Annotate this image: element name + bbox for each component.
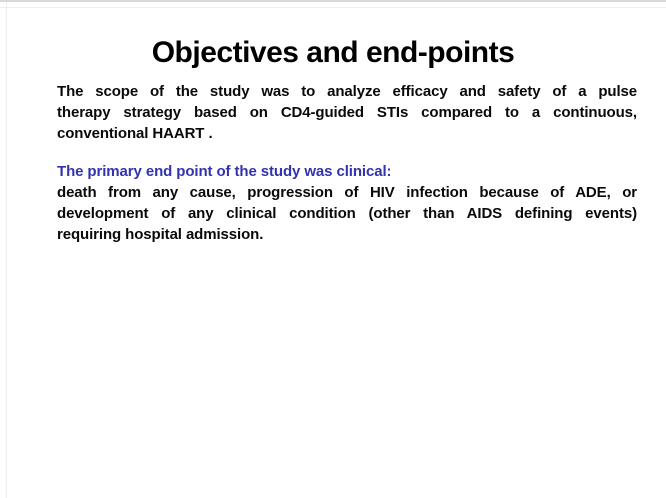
scope-paragraph xyxy=(57,81,637,144)
scope-paragraph-line-3: conventional HAART . xyxy=(57,125,213,142)
endpoint-heading: The primary end point of the study was clinical: xyxy=(57,163,392,180)
frame-inner-horizontal-line xyxy=(0,7,666,8)
scope-paragraph-line-1: The scope of the study was to analyze efficacy and safety of a pulse xyxy=(57,83,637,100)
scope-paragraph-line-2: therapy strategy based on CD4-guided STIs compared to a continuous, xyxy=(57,104,637,121)
slide-title: Objectives and end-points xyxy=(151,36,515,70)
endpoint-paragraph xyxy=(57,161,637,245)
endpoint-paragraph-line-2: development of any clinical condition (other than AIDS defining events) xyxy=(57,205,637,222)
frame-top-line xyxy=(0,0,666,2)
endpoint-paragraph-line-3: requiring hospital admission. xyxy=(57,226,264,243)
endpoint-paragraph-line-1: death from any cause, progression of HIV infection because of ADE, or xyxy=(57,184,637,201)
frame-inner-vertical-line xyxy=(6,2,7,498)
